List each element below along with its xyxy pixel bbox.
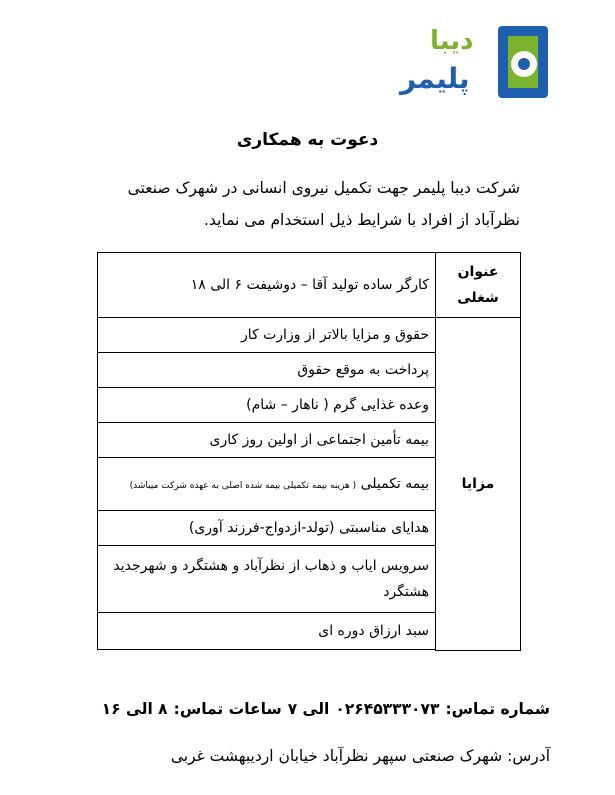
benefit-item: هدایای مناسبتی (تولد-ازدواج-فرزند آوری) xyxy=(98,511,436,546)
benefit-item: پرداخت به موقع حقوق xyxy=(98,353,436,388)
logo-text-polymer: پلیمر xyxy=(400,62,470,95)
spacer-cell xyxy=(98,650,436,651)
phone-range: الی ۷ xyxy=(287,700,330,718)
page-title: دعوت به همکاری xyxy=(236,130,379,150)
hours-value: ۸ الی ۱۶ xyxy=(101,700,168,718)
job-title-label: عنوان شغلی xyxy=(436,253,521,318)
contact-line xyxy=(96,700,550,718)
address-line: آدرس: شهرک صنعتی سپهر نظرآباد خیابان اردیبهشت غربی xyxy=(170,747,550,765)
supp-insurance-note: ( هزینه بیمه تکمیلی بیمه شده اصلی به عهده شرکت میباشد) xyxy=(129,481,357,491)
table-row-job xyxy=(98,253,521,318)
phone-label: شماره تماس: xyxy=(445,700,550,718)
benefit-item: سرویس ایاب و ذهاب از نظرآباد و هشتگرد و شهرجدید هشتگرد xyxy=(98,546,436,613)
benefit-item: وعده غذایی گرم ( ناهار – شام) xyxy=(98,388,436,423)
logo-text-diba: دیبا xyxy=(430,26,474,56)
benefit-item-supplementary xyxy=(98,458,436,511)
benefit-item: سبد ارزاق دوره ای xyxy=(98,613,436,650)
table-row xyxy=(98,318,521,353)
benefits-label: مزایا xyxy=(436,318,521,651)
benefit-item: بیمه تأمین اجتماعی از اولین روز کاری xyxy=(98,423,436,458)
supp-insurance-label: بیمه تکمیلی xyxy=(360,476,429,492)
company-logo xyxy=(400,22,550,102)
job-table xyxy=(97,252,521,651)
intro-paragraph: شرکت دیبا پلیمر جهت تکمیل نیروی انسانی در شهرک صنعتی نظرآباد از افراد با شرایط ذیل استخدام می نماید. xyxy=(127,179,520,229)
hours-label: ساعات تماس: xyxy=(173,700,282,718)
phone-number: ۰۲۶۴۵۳۳۳۰۷۳ xyxy=(335,700,440,718)
logo-mark-icon xyxy=(498,26,548,98)
job-title-value: کارگر ساده تولید آقا – دوشیفت ۶ الی ۱۸ xyxy=(98,253,436,318)
benefit-item: حقوق و مزایا بالاتر از وزارت کار xyxy=(98,318,436,353)
